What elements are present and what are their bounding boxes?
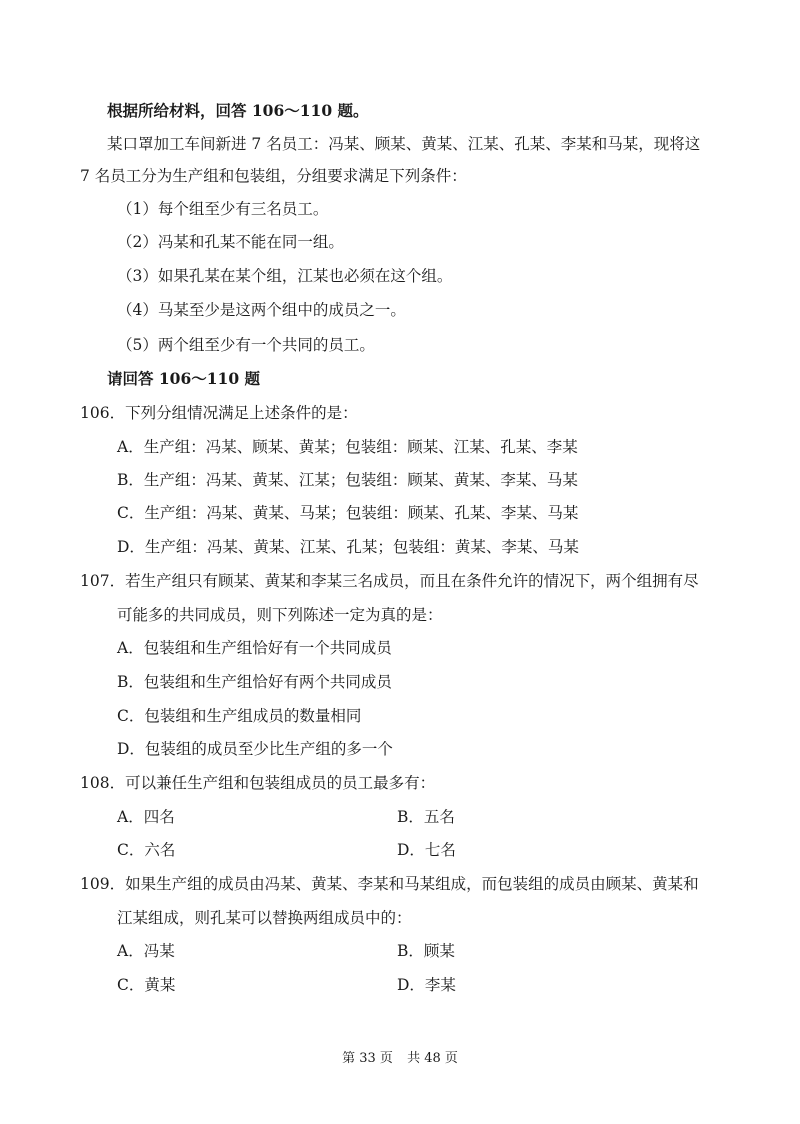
question-107-option-a: A．包装组和生产组恰好有一个共同成员 [117, 639, 392, 657]
question-109-option-c: C．黄某 [117, 976, 176, 994]
question-109-option-b: B．顾某 [397, 942, 455, 960]
question-108-option-b: B．五名 [397, 808, 455, 826]
question-107-line-2: 可能多的共同成员，则下列陈述一定为真的是： [117, 606, 443, 624]
condition-2: （2）冯某和孔某不能在同一组。 [117, 233, 344, 251]
answer-prompt: 请回答 106～110 题 [107, 369, 261, 388]
question-107-line-1: 107．若生产组只有顾某、黄某和李某三名成员，而且在条件允许的情况下，两个组拥有尽 [80, 572, 699, 590]
question-107-option-c: C．包装组和生产组成员的数量相同 [117, 707, 362, 725]
page-footer [0, 1050, 800, 1068]
question-109-line-2: 江某组成，则孔某可以替换两组成员中的： [117, 909, 412, 927]
question-109-option-a: A．冯某 [117, 942, 175, 960]
question-109-option-d: D．李某 [397, 976, 456, 994]
material-heading: 根据所给材料，回答 106～110 题。 [107, 101, 369, 120]
question-106-option-b: B．生产组：冯某、黄某、江某；包装组：顾某、黄某、李某、马某 [117, 471, 578, 489]
question-108-option-d: D．七名 [397, 841, 456, 859]
condition-1: （1）每个组至少有三名员工。 [117, 200, 329, 218]
question-106-option-c: C．生产组：冯某、黄某、马某；包装组：顾某、孔某、李某、马某 [117, 504, 579, 522]
material-paragraph-line-1: 某口罩加工车间新进 7 名员工：冯某、顾某、黄某、江某、孔某、李某和马某，现将这 [107, 135, 701, 153]
question-107-option-d: D．包装组的成员至少比生产组的多一个 [117, 740, 393, 758]
question-106: 106．下列分组情况满足上述条件的是： [80, 404, 358, 422]
total-pages: 共 48 页 [407, 1051, 458, 1066]
question-108: 108．可以兼任生产组和包装组成员的员工最多有： [80, 774, 436, 792]
condition-5: （5）两个组至少有一个共同的员工。 [117, 336, 375, 354]
material-paragraph-line-2: 7 名员工分为生产组和包装组，分组要求满足下列条件： [80, 167, 467, 185]
question-108-option-a: A．四名 [117, 808, 175, 826]
page-number: 第 33 页 [342, 1051, 393, 1066]
question-107-option-b: B．包装组和生产组恰好有两个共同成员 [117, 673, 392, 691]
question-109-line-1: 109．如果生产组的成员由冯某、黄某、李某和马某组成，而包装组的成员由顾某、黄某和 [80, 875, 699, 893]
condition-3: （3）如果孔某在某个组，江某也必须在这个组。 [117, 267, 453, 285]
question-106-option-a: A．生产组：冯某、顾某、黄某；包装组：顾某、江某、孔某、李某 [117, 438, 578, 456]
question-106-option-d: D．生产组：冯某、黄某、江某、孔某；包装组：黄某、李某、马某 [117, 538, 579, 556]
question-108-option-c: C．六名 [117, 841, 176, 859]
condition-4: （4）马某至少是这两个组中的成员之一。 [117, 301, 406, 319]
